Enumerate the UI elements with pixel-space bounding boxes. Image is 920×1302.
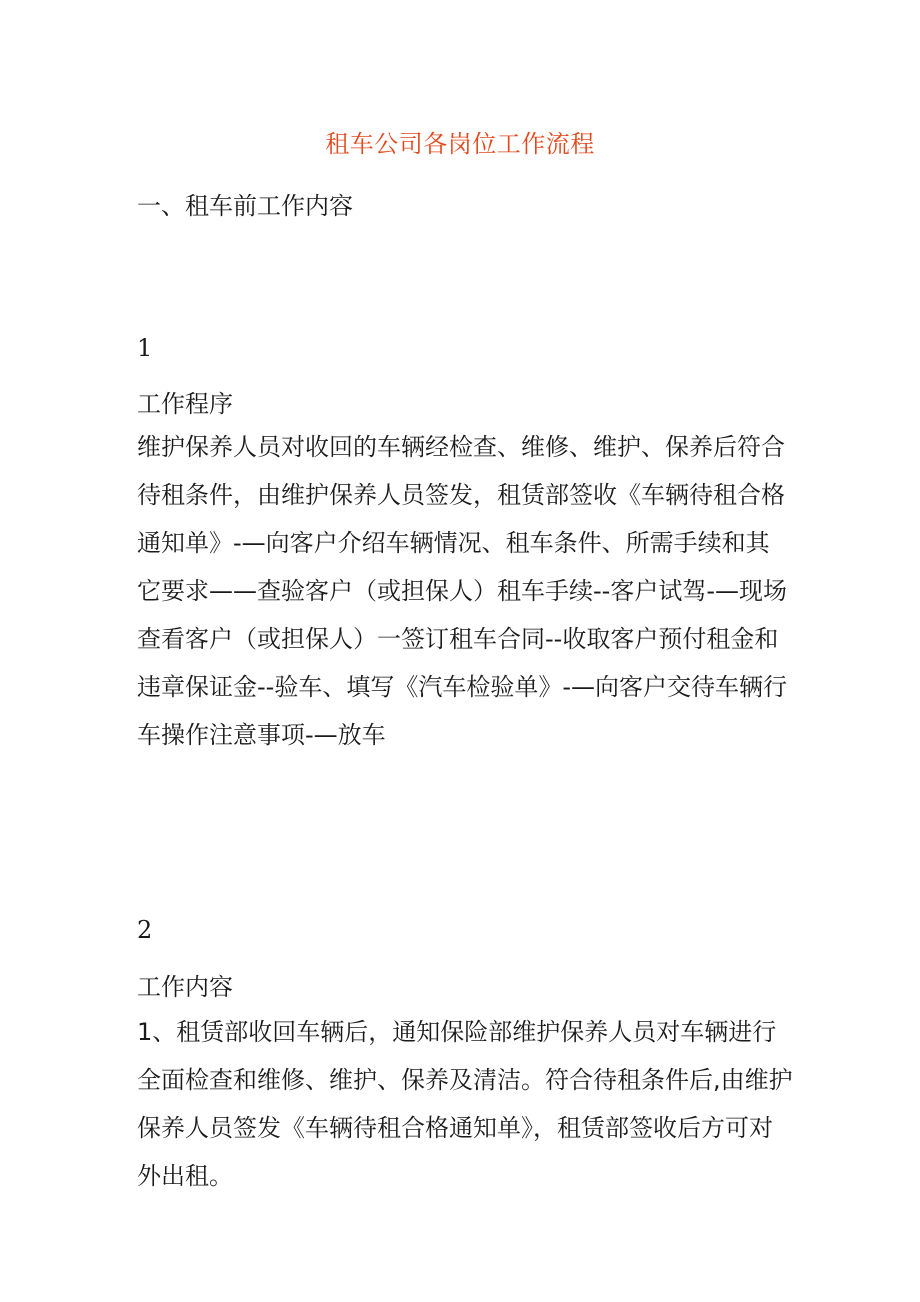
section-heading: 一、租车前工作内容 (137, 192, 353, 220)
step-number: 2 (137, 916, 153, 944)
step-number: 1 (137, 334, 153, 362)
step-label-procedure: 工作程序 (137, 390, 233, 418)
step-label-content: 工作内容 (137, 973, 233, 1001)
step-body-procedure: 维护保养人员对收回的车辆经检查、维修、维护、保养后符合待租条件，由维护保养人员签发，租赁部签收《车辆待租合格通知单》-—向客户介绍车辆情况、租车条件、所需手续和其它要求——查验客户（或担保人）租车手续--客户试驾-—现场查看客户（或担保人）一签订租车合同--收取客户预付租金和违章保证金--验车、填写《汽车检验单》-—向客户交待车辆行车操作注意事项-—放车 (137, 433, 787, 749)
document-title: 租车公司各岗位工作流程 (325, 130, 595, 158)
step-body-content: 1、租赁部收回车辆后，通知保险部维护保养人员对车辆进行全面检查和维修、维护、保养及清洁。符合待租条件后,由维护保养人员签发《车辆待租合格通知单》，租赁部签收后方可对外出租。 (137, 1018, 793, 1190)
